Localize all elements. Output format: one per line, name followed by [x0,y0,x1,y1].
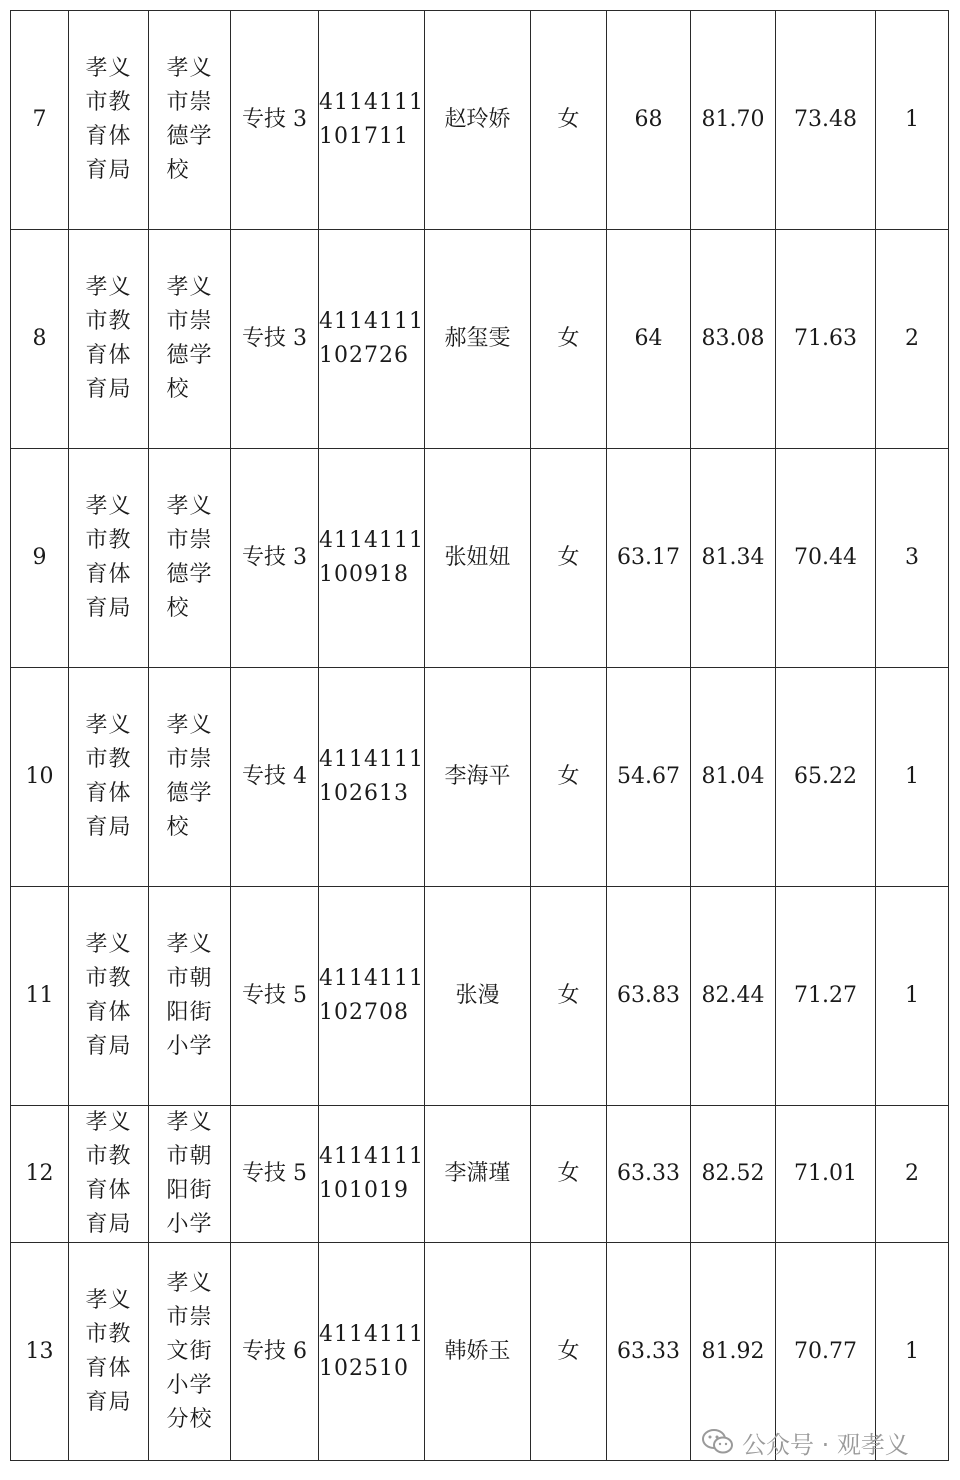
interview-score-cell: 82.44 [691,887,776,1106]
dept-cell [69,449,149,668]
ticket-cell [319,230,425,449]
dept-cell-line: 孝义 [85,1110,132,1135]
dept-cell-line: 孝义 [85,932,132,957]
ticket-cell-line: 4114111 [319,90,424,115]
ticket-cell-line: 4114111 [319,309,424,334]
seq-cell: 10 [11,668,69,887]
dept-cell [69,230,149,449]
unit-cell-line: 孝义 [166,275,213,300]
written-score-cell: 63.17 [607,449,691,668]
rank-cell: 1 [876,11,949,230]
total-score-cell: 70.44 [776,449,876,668]
dept-cell-line: 育局 [85,1389,132,1415]
seq-cell: 11 [11,887,69,1106]
total-score-cell: 71.01 [776,1106,876,1243]
ticket-cell-line: 101019 [319,1178,409,1203]
unit-cell-line: 阳街 [166,1000,213,1025]
post-cell: 专技 3 [231,230,319,449]
unit-cell-line: 市朝 [166,1144,213,1169]
unit-cell-line: 分校 [166,1406,213,1432]
unit-cell-line: 德学 [166,124,213,149]
dept-cell-line: 市教 [85,528,132,553]
ticket-cell [319,11,425,230]
name-cell: 张妞妞 [425,449,531,668]
dept-cell-line: 育局 [85,1034,132,1059]
interview-score-cell: 81.04 [691,668,776,887]
gender-cell: 女 [531,668,607,887]
dept-cell-line: 育体 [85,1000,132,1025]
total-score-cell: 65.22 [776,668,876,887]
name-cell: 韩娇玉 [425,1243,531,1461]
written-score-cell: 63.33 [607,1243,691,1461]
unit-cell-line: 市崇 [166,309,213,334]
dept-cell-line: 孝义 [85,56,132,81]
seq-cell: 7 [11,11,69,230]
written-score-cell: 54.67 [607,668,691,887]
gender-cell: 女 [531,887,607,1106]
watermark [702,1424,909,1460]
unit-cell [149,230,231,449]
unit-cell [149,668,231,887]
rank-cell: 2 [876,230,949,449]
gender-cell: 女 [531,449,607,668]
table-body [11,11,949,1461]
name-cell: 郝玺雯 [425,230,531,449]
ticket-cell [319,887,425,1106]
unit-cell-line: 孝义 [166,713,213,738]
unit-cell-line: 小学 [166,1372,213,1398]
ticket-cell-line: 4114111 [319,747,424,772]
interview-score-cell: 81.92 [691,1243,776,1461]
dept-cell [69,1106,149,1243]
ticket-cell-line: 102726 [319,343,409,368]
ticket-cell [319,449,425,668]
dept-cell-line: 育体 [85,1178,132,1203]
dept-cell-line: 育体 [85,124,132,149]
dept-cell-line: 育局 [85,596,132,621]
unit-cell-line: 校 [166,815,190,840]
interview-score-cell: 82.52 [691,1106,776,1243]
post-cell: 专技 3 [231,449,319,668]
dept-cell-line: 市教 [85,1144,132,1169]
rank-cell: 2 [876,1106,949,1243]
total-score-cell: 71.63 [776,230,876,449]
dept-cell-line: 育局 [85,1212,132,1237]
table-row [11,887,949,1106]
rank-cell: 1 [876,668,949,887]
unit-cell-line: 小学 [166,1212,213,1237]
unit-cell [149,449,231,668]
dept-cell-line: 育体 [85,781,132,806]
name-cell: 李潇瑾 [425,1106,531,1243]
dept-cell [69,887,149,1106]
dept-cell-line: 孝义 [85,1287,132,1313]
seq-cell: 8 [11,230,69,449]
rank-cell: 1 [876,887,949,1106]
ticket-cell-line: 100918 [319,562,409,587]
ticket-cell [319,668,425,887]
name-cell: 赵玲娇 [425,11,531,230]
dept-cell [69,1243,149,1461]
ticket-cell-line: 4114111 [319,1144,424,1169]
unit-cell-line: 孝义 [166,1270,213,1296]
written-score-cell: 63.33 [607,1106,691,1243]
dept-cell-line: 孝义 [85,494,132,519]
written-score-cell: 63.83 [607,887,691,1106]
unit-cell [149,1106,231,1243]
unit-cell-line: 孝义 [166,56,213,81]
dept-cell-line: 市教 [85,90,132,115]
gender-cell: 女 [531,230,607,449]
gender-cell: 女 [531,11,607,230]
dept-cell-line: 育局 [85,377,132,402]
dept-cell-line: 市教 [85,747,132,772]
unit-cell-line: 德学 [166,781,213,806]
unit-cell [149,1243,231,1461]
unit-cell-line: 市崇 [166,1304,213,1330]
dept-cell-line: 孝义 [85,713,132,738]
interview-score-cell: 81.34 [691,449,776,668]
watermark-text: 公众号 · 观孝义 [742,1430,909,1459]
unit-cell [149,887,231,1106]
unit-cell-line: 校 [166,377,190,402]
unit-cell-line: 孝义 [166,494,213,519]
table-row [11,668,949,887]
post-cell: 专技 5 [231,887,319,1106]
ticket-cell-line: 102708 [319,1000,409,1025]
interview-score-cell: 83.08 [691,230,776,449]
dept-cell-line: 育体 [85,343,132,368]
dept-cell-line: 市教 [85,309,132,334]
results-table [10,10,949,1461]
ticket-cell-line: 102613 [319,781,409,806]
written-score-cell: 68 [607,11,691,230]
table-row [11,11,949,230]
post-cell: 专技 3 [231,11,319,230]
dept-cell-line: 市教 [85,966,132,991]
unit-cell-line: 文街 [166,1338,213,1364]
dept-cell-line: 孝义 [85,275,132,300]
written-score-cell: 64 [607,230,691,449]
unit-cell-line: 孝义 [166,932,213,957]
rank-cell: 3 [876,449,949,668]
total-score-cell: 70.77 [776,1243,876,1461]
seq-cell: 13 [11,1243,69,1461]
post-cell: 专技 5 [231,1106,319,1243]
post-cell: 专技 6 [231,1243,319,1461]
unit-cell-line: 德学 [166,343,213,368]
name-cell: 张漫 [425,887,531,1106]
seq-cell: 9 [11,449,69,668]
rank-cell: 1 [876,1243,949,1461]
dept-cell [69,11,149,230]
ticket-cell-line: 4114111 [319,528,424,553]
ticket-cell-line: 101711 [319,124,409,149]
total-score-cell: 73.48 [776,11,876,230]
ticket-cell-line: 102510 [319,1355,409,1381]
unit-cell-line: 小学 [166,1034,213,1059]
dept-cell-line: 育体 [85,1355,132,1381]
ticket-cell [319,1243,425,1461]
dept-cell-line: 育体 [85,562,132,587]
unit-cell-line: 孝义 [166,1110,213,1135]
unit-cell-line: 阳街 [166,1178,213,1203]
dept-cell [69,668,149,887]
table-row [11,449,949,668]
total-score-cell: 71.27 [776,887,876,1106]
name-cell: 李海平 [425,668,531,887]
unit-cell-line: 德学 [166,562,213,587]
unit-cell-line: 校 [166,158,190,183]
unit-cell-line: 市朝 [166,966,213,991]
ticket-cell-line: 4114111 [319,1321,424,1347]
dept-cell-line: 市教 [85,1321,132,1347]
unit-cell-line: 市崇 [166,747,213,772]
gender-cell: 女 [531,1243,607,1461]
gender-cell: 女 [531,1106,607,1243]
interview-score-cell: 81.70 [691,11,776,230]
post-cell: 专技 4 [231,668,319,887]
unit-cell-line: 市崇 [166,528,213,553]
ticket-cell [319,1106,425,1243]
dept-cell-line: 育局 [85,158,132,183]
table-row [11,1106,949,1243]
ticket-cell-line: 4114111 [319,966,424,991]
wechat-icon [702,1428,734,1456]
unit-cell-line: 校 [166,596,190,621]
unit-cell [149,11,231,230]
table-row [11,230,949,449]
seq-cell: 12 [11,1106,69,1243]
unit-cell-line: 市崇 [166,90,213,115]
dept-cell-line: 育局 [85,815,132,840]
